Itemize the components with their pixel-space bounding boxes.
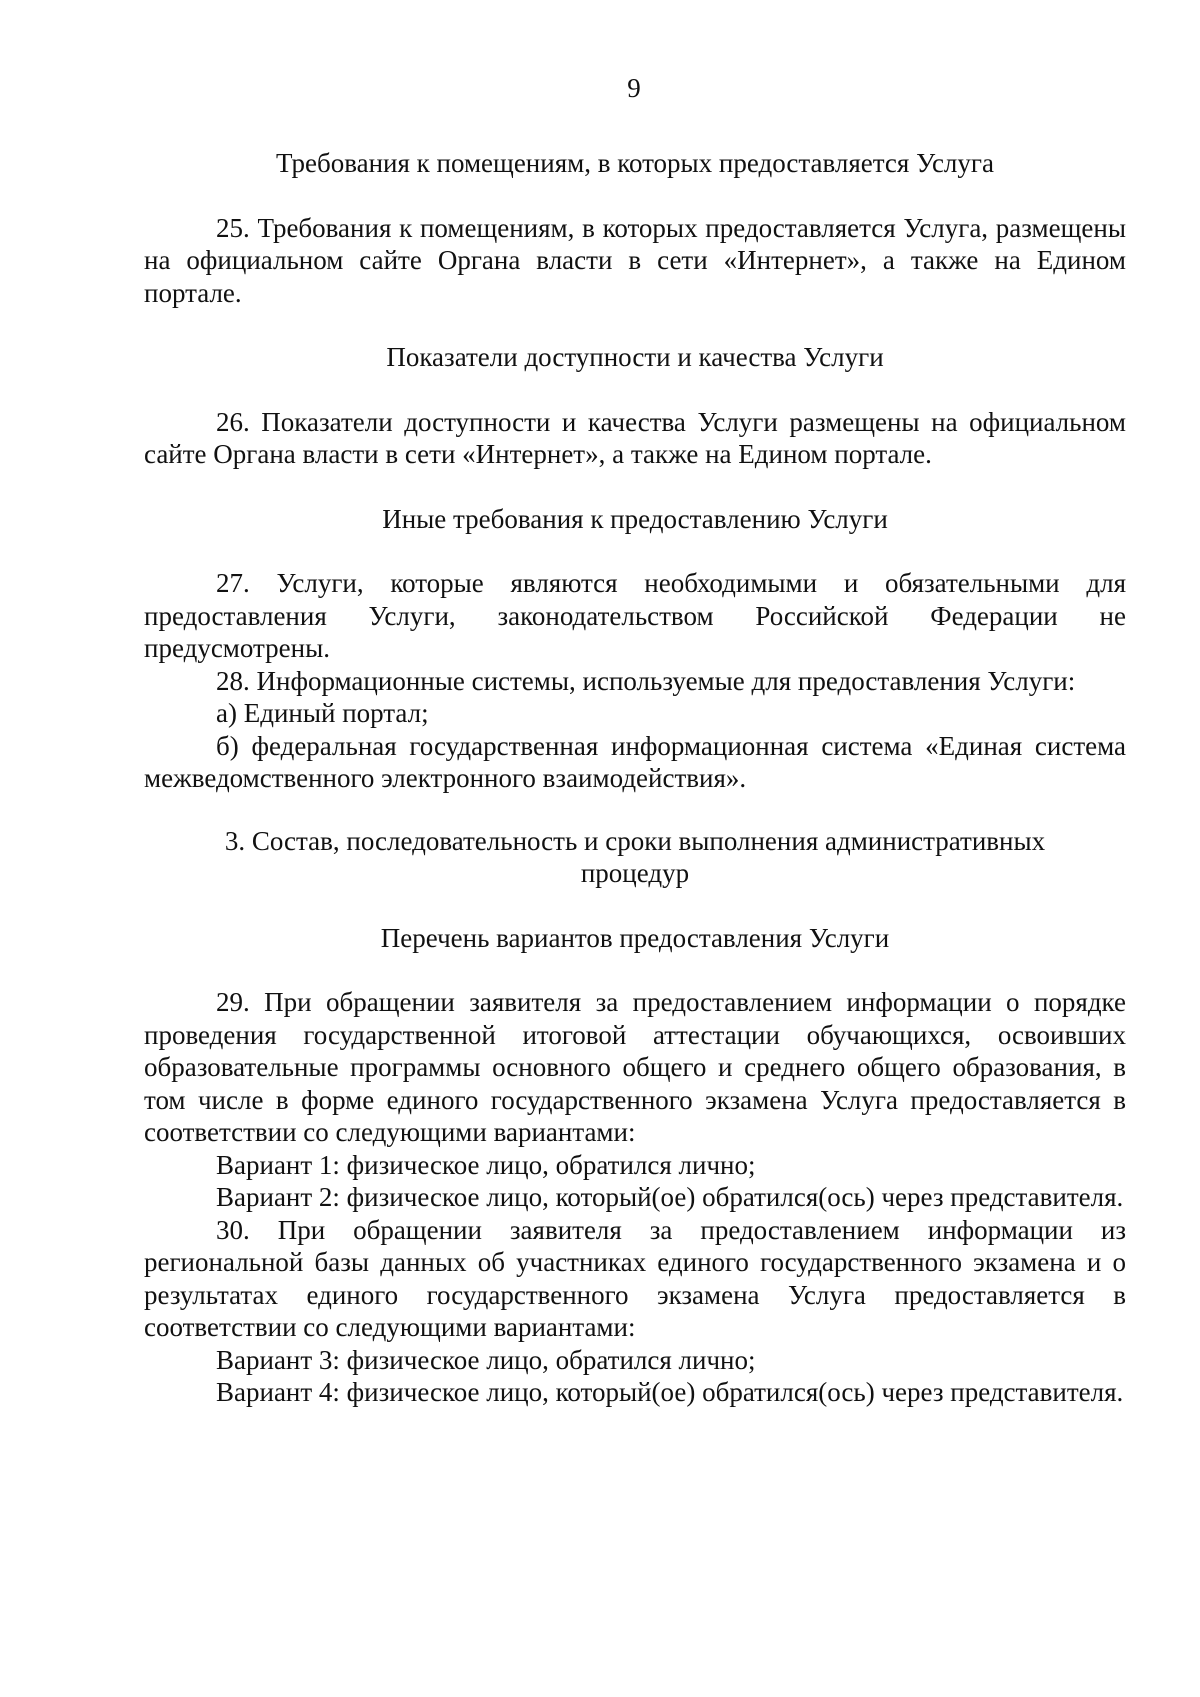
heading-premises-requirements: Требования к помещениям, в которых предоставляется Услуга	[276, 148, 994, 178]
heading-service-variants: Перечень вариантов предоставления Услуги	[380, 922, 890, 953]
paragraph-29: 29. При обращении заявителя за предоставлением информации о порядке проведения государственной итоговой аттестации обучающихся, освоивших образовательные программы основного общего и среднего общего образования, в том числе в форме единого государственного экзамена Услуга предоставляется в соответствии со следующими вариантами:	[144, 987, 1126, 1147]
paragraph-30: 30. При обращении заявителя за предоставлением информации из региональной базы данных об участниках единого государственного экзамена и о результатах единого государственного экзамена Услуга предоставляется в соответствии со следующими вариантами:	[144, 1214, 1126, 1342]
heading-accessibility-quality: Показатели доступности и качества Услуги	[386, 342, 884, 372]
paragraph-28b: б) федеральная государственная информационная система «Единая система межведомственного электронного взаимодействия».	[144, 730, 1126, 793]
paragraph-29-variant-2: Вариант 2: физическое лицо, который(ое) обратился(ось) через представителя.	[216, 1182, 1124, 1212]
paragraph-27: 27. Услуги, которые являются необходимыми и обязательными для предоставления Услуги, законодательством Российской Федерации не предусмотрены.	[144, 568, 1126, 663]
paragraph-29-variant-1: Вариант 1: физическое лицо, обратился лично;	[216, 1149, 756, 1180]
paragraph-26: 26. Показатели доступности и качества Услуги размещены на официальном сайте Органа власти в сети «Интернет», а также на Едином портале.	[144, 406, 1126, 469]
paragraph-28: 28. Информационные системы, используемые для предоставления Услуги:	[216, 665, 1076, 696]
document-body	[144, 147, 1126, 1409]
heading-other-requirements: Иные требования к предоставлению Услуги	[382, 503, 888, 534]
paragraph-25: 25. Требования к помещениям, в которых предоставляется Услуга, размещены на официальном сайте Органа власти в сети «Интернет», а также на Едином портале.	[144, 212, 1126, 308]
paragraph-28a: а) Единый портал;	[216, 698, 429, 728]
paragraph-30-variant-3: Вариант 3: физическое лицо, обратился лично;	[216, 1344, 756, 1375]
heading-section-3-line1: 3. Состав, последовательность и сроки выполнения административных	[224, 825, 1046, 856]
heading-section-3-line2: процедур	[580, 858, 690, 888]
page-number: 9	[627, 73, 641, 103]
paragraph-30-variant-4: Вариант 4: физическое лицо, который(ое) обратился(ось) через представителя.	[216, 1377, 1124, 1407]
